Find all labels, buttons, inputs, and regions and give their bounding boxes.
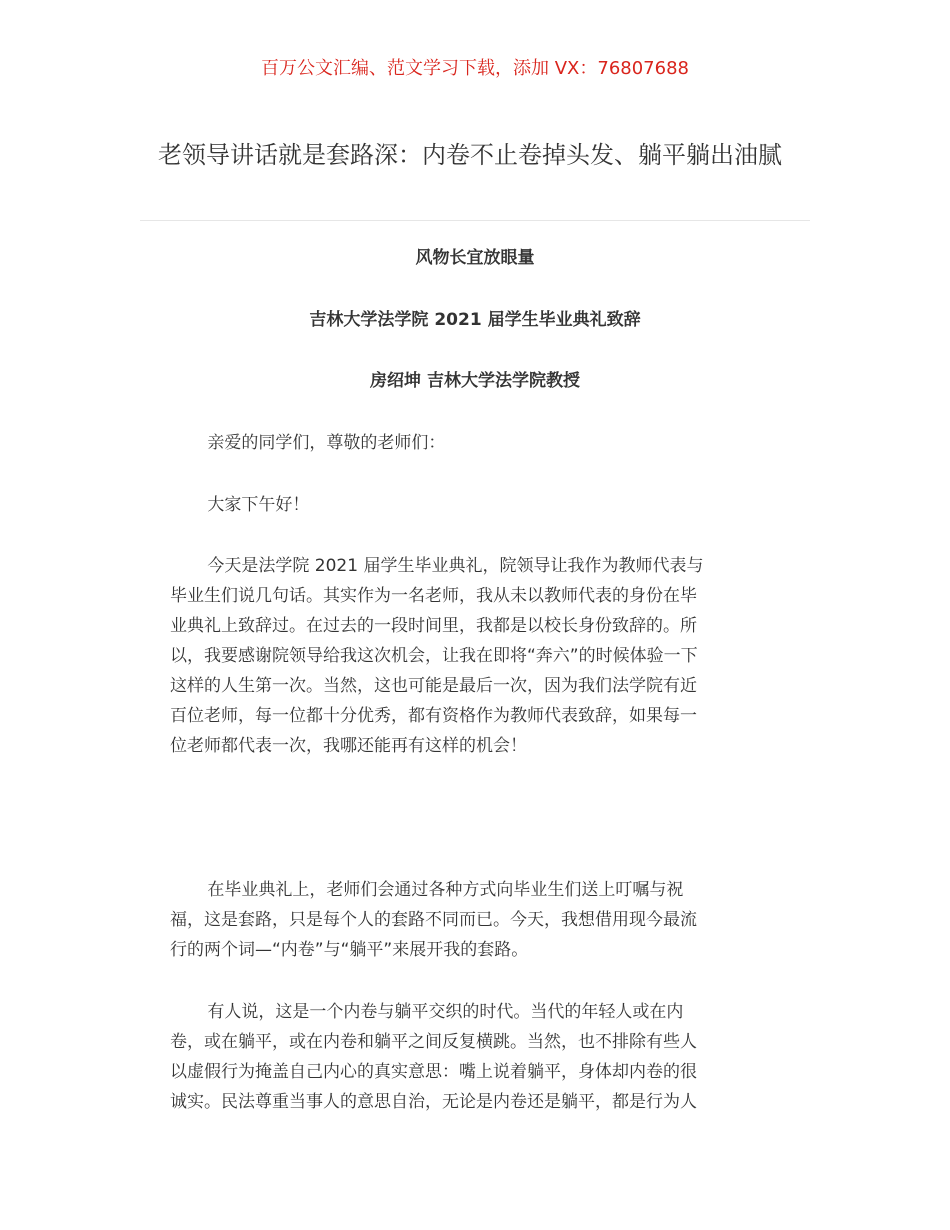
paragraph-line: 以，我要感谢院领导给我这次机会，让我在即将“奔六”的时候体验一下: [170, 646, 698, 666]
salutation: 大家下午好！: [207, 495, 310, 515]
greeting: 亲爱的同学们，尊敬的老师们：: [207, 433, 446, 453]
title-divider: [140, 220, 810, 221]
event-title: 吉林大学法学院 2021 届学生毕业典礼致辞: [309, 310, 641, 330]
article-title: 老领导讲话就是套路深：内卷不止卷掉头发、躺平躺出油腻: [158, 141, 782, 169]
paragraph-line: 百位老师，每一位都十分优秀，都有资格作为教师代表致辞，如果每一: [170, 706, 697, 726]
paragraph-line: 有人说，这是一个内卷与躺平交织的时代。当代的年轻人或在内: [207, 1002, 684, 1022]
body-paragraph-2: [170, 875, 768, 965]
speaker-line: 房绍坤 吉林大学法学院教授: [370, 371, 580, 391]
paragraph-line: 这样的人生第一次。当然，这也可能是最后一次，因为我们法学院有近: [170, 676, 697, 696]
body-paragraph-3: [170, 997, 768, 1117]
paragraph-line: 以虚假行为掩盖自己内心的真实意思：嘴上说着躺平，身体却内卷的很: [170, 1062, 697, 1082]
paragraph-line: 毕业生们说几句话。其实作为一名老师，我从未以教师代表的身份在毕: [170, 586, 697, 606]
paragraph-line: 行的两个词—“内卷”与“躺平”来展开我的套路。: [170, 940, 529, 960]
paragraph-line: 福，这是套路，只是每个人的套路不同而已。今天，我想借用现今最流: [170, 910, 697, 930]
paragraph-line: 在毕业典礼上，老师们会通过各种方式向毕业生们送上叮嘱与祝: [207, 880, 684, 900]
promo-banner: 百万公文汇编、范文学习下载，添加 VX：76807688: [261, 58, 689, 79]
body-paragraph-1: [170, 551, 768, 761]
paragraph-line: 今天是法学院 2021 届学生毕业典礼，院领导让我作为教师代表与: [207, 556, 704, 576]
paragraph-line: 业典礼上致辞过。在过去的一段时间里，我都是以校长身份致辞的。所: [170, 616, 697, 636]
paragraph-line: 位老师都代表一次，我哪还能再有这样的机会！: [170, 736, 527, 756]
paragraph-line: 诚实。民法尊重当事人的意思自治，无论是内卷还是躺平，都是行为人: [170, 1092, 697, 1112]
article-subtitle: 风物长宜放眼量: [415, 248, 535, 268]
paragraph-line: 卷，或在躺平，或在内卷和躺平之间反复横跳。当然，也不排除有些人: [170, 1032, 697, 1052]
